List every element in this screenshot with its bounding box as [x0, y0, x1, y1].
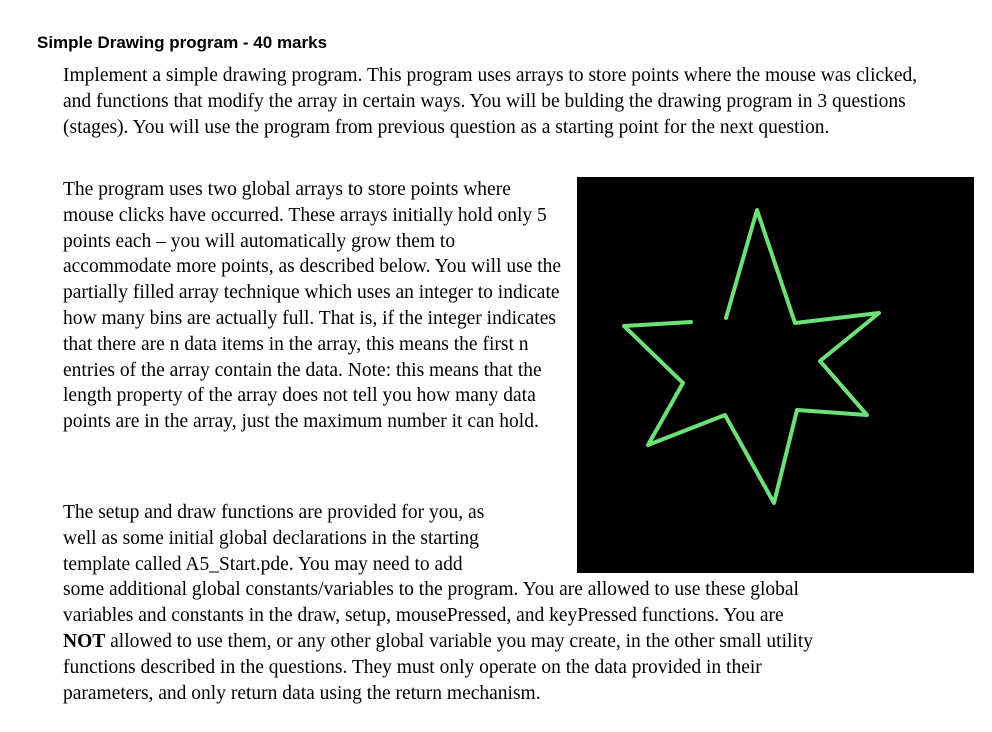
setup-paragraph: [63, 500, 943, 706]
setup-line: variables and constants in the draw, setup, mousePressed, and keyPressed functions. You are: [63, 605, 784, 627]
setup-line-rest: allowed to use them, or any other global variable you may create, in the other small utility: [105, 630, 814, 652]
setup-line: The setup and draw functions are provided for you, as: [63, 502, 485, 523]
section-heading: Simple Drawing program - 40 marks: [37, 33, 328, 52]
setup-line: some additional global constants/variables to the program. You are allowed to use these global: [63, 579, 799, 601]
arrays-paragraph: The program uses two global arrays to store points where mouse clicks have occurred. These arrays initially hold only 5 points each – you will automatically grow them to accommodate more points, as described below. You will use the partially filled array technique which uses an integer to indicate how many bins are actually full. That is, if the integer indicates that there are n data items in the array, this means the first n entries of the array contain the data. Note: this means that the length property of the array does not tell you how many data points are in the array, just the maximum number it can hold.: [63, 179, 562, 433]
emphasis-not: NOT: [63, 630, 106, 652]
setup-line: well as some initial global declarations in the starting: [63, 527, 479, 549]
setup-line: [63, 629, 943, 655]
drawn-star-polyline: [624, 210, 879, 503]
setup-line: parameters, and only return data using the return mechanism.: [63, 682, 541, 704]
setup-line: template called A5_Start.pde. You may need to add: [63, 553, 463, 575]
setup-line: functions described in the questions. They must only operate on the data provided in their: [63, 656, 762, 678]
intro-paragraph: Implement a simple drawing program. This program uses arrays to store points where the mouse was clicked, and functions that modify the array in certain ways. You will be bulding the drawing program in 3 questions (stages). You will use the program from previous question as a starting point for the next question.: [63, 65, 918, 138]
